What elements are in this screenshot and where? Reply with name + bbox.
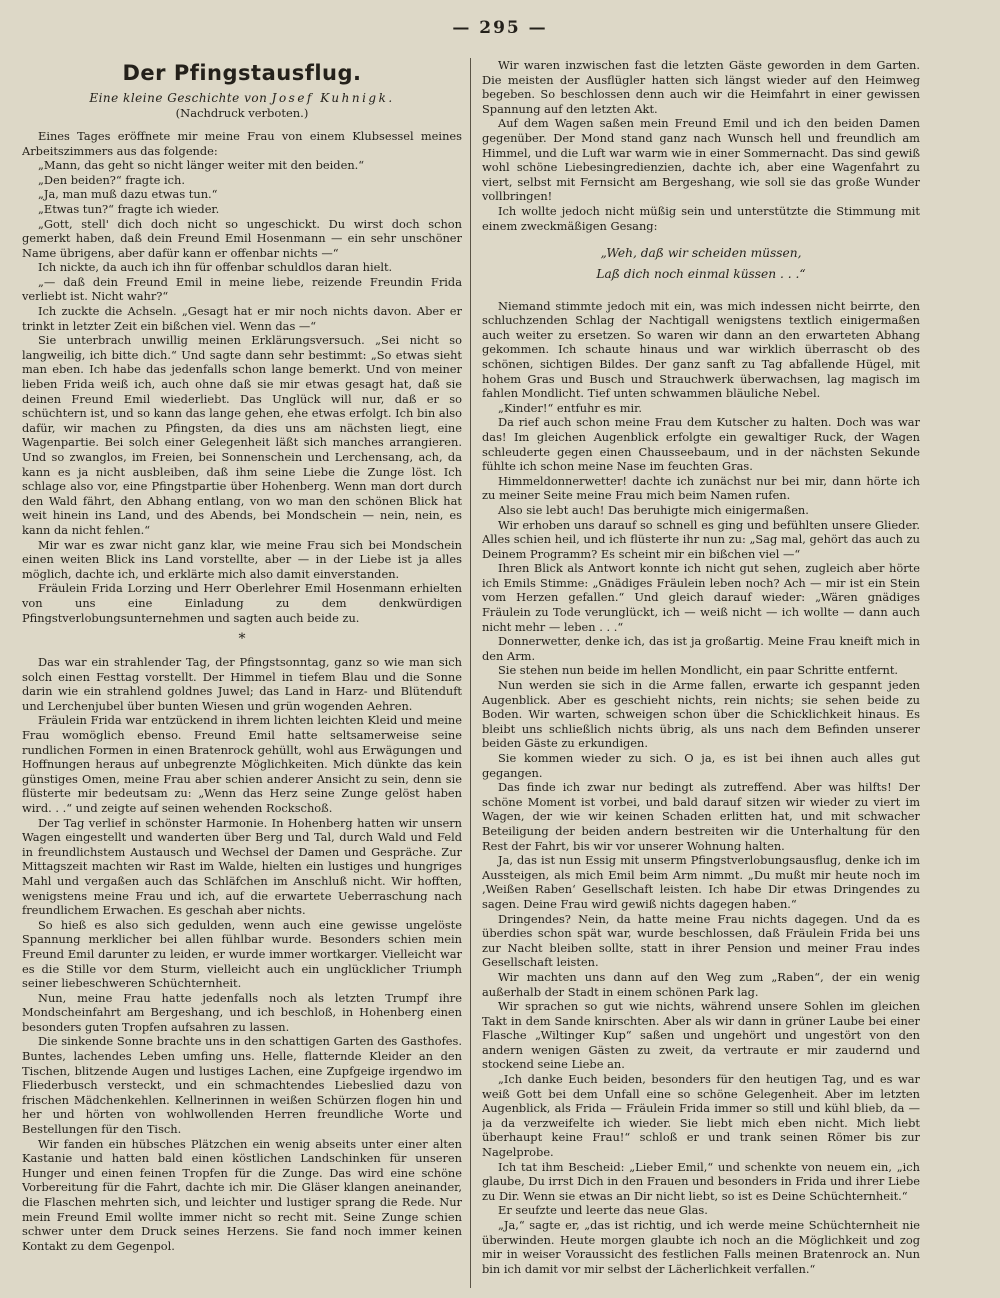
paragraph: Wir sprachen so gut wie nichts, während unsere Sohlen im gleichen Takt in dem Sande knirschten. Aber als wir dann in grüner Laube bei einer Flasche „Wiltinger Kup“ saßen und ungehört und ungestört von den andern wenigen Gästen zu zweit, da vertraute er mir zaudernd und stockend seine Liebe an. xyxy=(482,999,920,1072)
paragraph: Mir war es zwar nicht ganz klar, wie meine Frau sich bei Mondschein einen weiten Blick ins Land vorstellte, aber — in der Liebe ist ja alles möglich, dachte ich, und erklärte mich also damit einverstanden. xyxy=(22,537,462,581)
paragraph: Wir fanden ein hübsches Plätzchen ein wenig abseits unter einer alten Kastanie und hatten bald einen köstlichen Landschinken für unseren Hunger und einen feinen Tropfen für die Zunge. Das wird eine schöne Vorbereitung für die Fahrt, dachte ich mir. Die Gläser klangen aneinander, die Flaschen mehrten sich, und leichter und lustiger sprang die Rede. Nur mein Freund Emil wollte immer nicht so recht mit. Seine Zunge schien schwer unter dem Druck seines Herzens. Sie fand noch immer keinen Kontakt zu dem Gegenpol. xyxy=(22,1136,462,1253)
paragraph: „Ich danke Euch beiden, besonders für den heutigen Tag, und es war weiß Gott bei dem Unfall eine so schöne Gelegenheit. Aber im letzten Augenblick, als Frida — Fräulein Frida immer so still und kühl blieb, da — ja da verzweifelte ich wieder. Sie liebt mich eben nicht. Mich liebt überhaupt keine Frau!“ schloß er und trank seinen Römer bis zur Nagelprobe. xyxy=(482,1072,920,1160)
right-paragraphs-b xyxy=(482,299,920,1277)
paragraph: Wir machten uns dann auf den Weg zum „Raben“, der ein wenig außerhalb der Stadt in einem schönen Park lag. xyxy=(482,969,920,999)
paragraph: Der Tag verlief in schönster Harmonie. In Hohenberg hatten wir unsern Wagen eingestellt und wanderten über Berg und Tal, durch Wald und Feld in freundlichstem Austausch und Wechsel der Damen und Gespräche. Zur Mittagszeit machten wir Rast im Walde, hielten ein lustiges und hungriges Mahl und vergaßen auch das Schläfchen im Anschluß nicht. Wir hofften, wenigstens meine Frau und ich, auf die erwartete Ueberraschung nach freundlichem Erwachen. Es geschah aber nichts. xyxy=(22,815,462,918)
paragraph: So hieß es also sich gedulden, wenn auch eine gewisse ungelöste Spannung merklicher bei allen fühlbar wurde. Besonders schien mein Freund Emil darunter zu leiden, er wurde immer wortkarger. Vielleicht war es die Stille vor dem Sturm, vielleicht auch ein unglücklicher Triumph seiner liebeschweren Schüchternheit. xyxy=(22,917,462,991)
right-column xyxy=(482,58,920,1290)
left-paragraphs-b xyxy=(22,655,462,1253)
reprint-note: (Nachdruck verboten.) xyxy=(175,106,309,121)
paragraph: „Den beiden?“ fragte ich. xyxy=(38,172,185,187)
paragraph: Fräulein Frida war entzückend in ihrem lichten leichten Kleid und meine Frau womöglich ebenso. Freund Emil hatte seltsamerweise seine rundlichen Formen in einen Bratenrock gehüllt, wohl aus Erwägungen und Hoffnungen heraus auf unbegrenzte Möglichkeiten. Mich dünkte das kein günstiges Omen, meine Frau aber schien anderer Ansicht zu sein, denn sie flüsterte mir bedeutsam zu: „Wenn das Herz seine Zunge gelöst haben wird. . .“ und zeigte auf seinen wehenden Rockschoß. xyxy=(22,713,462,815)
paragraph: Das war ein strahlender Tag, der Pfingstsonntag, ganz so wie man sich solch einen Festtag vorstellt. Der Himmel in tiefem Blau und die Sonne darin wie ein strahlend goldnes Juwel; das Land in Harz- und Blütenduft und Lerchenjubel über bunten Wiesen und grün wogenden Aehren. xyxy=(22,655,462,713)
paragraph: Ich nickte, da auch ich ihn für offenbar schuldlos daran hielt. xyxy=(38,260,393,275)
paragraph: Sie unterbrach unwillig meinen Erklärungsversuch. „Sei nicht so langweilig, ich bitte dich.“ Und sagte dann sehr bestimmt: „So etwas sieht man eben. Ich habe das jedenfalls schon lange bemerkt. Und von meiner lieben Frida weiß ich, auch ohne daß sie mir etwas gesagt hat, daß sie deinen Freund Emil wiederliebt. Das Unglück will nur, daß er so schüchtern ist, und so kann das lange gehen, ehe etwas erfolgt. Ich bin also dafür, wir machen zu Pfingsten, da dies uns am nächsten liegt, eine Wagenpartie. Bei solch einer Gelegenheit läßt sich manches arrangieren. Und so zwanglos, im Freien, bei Sonnenschein und Lerchensang, ach, da kann es ja nicht ausbleiben, daß ihm seine Liebe die Zunge löst. Ich schlage also vor, eine Pfingstpartie über Hohenberg. Wenn man dort durch den Wald fährt, den Abhang entlang, von wo man den schönen Blick hat weit hinein ins Land, und des Abends, bei Mondschein — nein, nein, es kann da nicht fehlen.“ xyxy=(22,333,462,537)
paragraph: Also sie lebt auch! Das beruhigte mich einigermaßen. xyxy=(498,502,809,517)
byline-prefix: Eine kleine Geschichte von xyxy=(89,90,268,105)
song-verse xyxy=(482,243,920,284)
article-title: Der Pfingstausflug. xyxy=(122,61,362,85)
paragraph: Fräulein Frida Lorzing und Herr Oberlehrer Emil Hosenmann erhielten von uns eine Einladung zu dem denkwürdigen Pfingstverlobungsunternehmen und sagten auch beide zu. xyxy=(22,581,462,625)
paragraph: Die sinkende Sonne brachte uns in den schattigen Garten des Gasthofes. Buntes, lachendes Leben umfing uns. Helle, flatternde Kleider an den Tischen, blitzende Augen und lustiges Lachen, eine Zupfgeige irgendwo im Fliederbusch versteckt, und ein schmachtendes Liebeslied dazu von frischen Mädchenkehlen. Kellnerinnen in weißen Schürzen flogen hin und her und hörten von wohlwollenden Herren freundliche Worte und Bestellungen für den Tisch. xyxy=(22,1034,462,1137)
paragraph: Eines Tages eröffnete mir meine Frau von einem Klubsessel meines Arbeitszimmers aus das folgende: xyxy=(22,128,462,158)
section-separator: * xyxy=(238,631,246,648)
paragraph: „— daß dein Freund Emil in meine liebe, reizende Freundin Frida verliebt ist. Nicht wahr?“ xyxy=(22,274,462,304)
paragraph: „Etwas tun?“ fragte ich wieder. xyxy=(38,201,220,216)
paragraph: „Ja, man muß dazu etwas tun.“ xyxy=(38,187,218,202)
paragraph: Nun, meine Frau hatte jedenfalls noch als letzten Trumpf ihre Mondscheinfahrt am Bergeshang, und ich beschloß, in Hohenberg einen besonders guten Tropfen aufsahren zu lassen. xyxy=(22,990,462,1034)
left-column xyxy=(22,58,462,1290)
paragraph: Wir erhoben uns darauf so schnell es ging und befühlten unsere Glieder. Alles schien heil, und ich flüsterte ihr nun zu: „Sag mal, gehört das auch zu Deinem Programm? Es scheint mir ein bißchen viel —“ xyxy=(482,517,920,561)
paragraph: „Mann, das geht so nicht länger weiter mit den beiden.“ xyxy=(38,158,365,173)
paragraph: Er seufzte und leerte das neue Glas. xyxy=(498,1203,708,1218)
paragraph: Donnerwetter, denke ich, das ist ja großartig. Meine Frau kneift mich in den Arm. xyxy=(482,634,920,663)
paragraph: Das finde ich zwar nur bedingt als zutreffend. Aber was hilfts! Der schöne Moment ist vorbei, und bald darauf sitzen wir wieder zu viert im Wagen, der wie wir keinen Schaden erlitten hat, und mit schwacher Beteiligung der beiden andern bestreiten wir die Unterhaltung für den Rest der Fahrt, bis wir vor unserer Wohnung halten. xyxy=(482,780,920,853)
paragraph: Ich wollte jedoch nicht müßig sein und unterstützte die Stimmung mit einem zweckmäßigen Gesang: xyxy=(482,203,920,233)
column-divider xyxy=(470,58,471,1288)
paragraph: Sie kommen wieder zu sich. O ja, es ist bei ihnen auch alles gut gegangen. xyxy=(482,751,920,780)
article-byline xyxy=(22,91,462,106)
paragraph: Ja, das ist nun Essig mit unserm Pfingstverlobungsausflug, denke ich im Aussteigen, als mich Emil beim Arm nimmt. „Du mußt mir heute noch im ‚Weißen Raben‘ Gesellschaft leisten. Ich habe Dir etwas Dringendes zu sagen. Deine Frau wird gewiß nichts dagegen haben.“ xyxy=(482,853,920,911)
verse-line: „Weh, daß wir scheiden müssen, xyxy=(600,246,802,261)
paragraph: Ihren Blick als Antwort konnte ich nicht gut sehen, zugleich aber hörte ich Emils Stimme: „Gnädiges Fräulein leben noch? Ach — mir ist ein Stein vom Herzen gefallen.“ Und gleich darauf wieder: „Wären gnädiges Fräulein zu Tode verunglückt, ich — weiß nicht — ich wollte — dann auch nicht mehr — leben . . .“ xyxy=(482,561,920,634)
paragraph: Auf dem Wagen saßen mein Freund Emil und ich den beiden Damen gegenüber. Der Mond stand ganz nach Wunsch hell und freundlich am Himmel, und die Luft war warm wie in einer Sommernacht. Das sind gewiß wohl schöne Liebesingredienzien, dachte ich, aber eine Wagenfahrt zu viert, selbst mit Fernsicht am Bergeshang, wie soll sie das große Wunder vollbringen! xyxy=(482,116,920,204)
paragraph: Niemand stimmte jedoch mit ein, was mich indessen nicht beirrte, den schluchzenden Schlag der Nachtigall wenigstens textlich einigermaßen auch weiter zu ersetzen. So waren wir dann an den erwarteten Abhang gekommen. Ich schaute hinaus und war wirklich überrascht ob des schönen, sichtigen Bildes. Der ganz sanft zu Tag abfallende Hügel, mit hohem Gras und Busch und Strauchwerk überwachsen, lag magisch im fahlen Mondlicht. Tief unten schwammen bläuliche Nebel. xyxy=(482,298,920,401)
right-paragraphs-a xyxy=(482,58,920,233)
paragraph: Sie stehen nun beide im hellen Mondlicht, ein paar Schritte entfernt. xyxy=(498,663,899,678)
paragraph: „Kinder!“ entfuhr es mir. xyxy=(498,400,642,415)
paragraph: Da rief auch schon meine Frau dem Kutscher zu halten. Doch was war das! Im gleichen Augenblick erfolgte ein gewaltiger Ruck, der Wagen schleuderte gegen einen Chausseebaum, und in der nächsten Sekunde fühlte ich schon meine Nase im feuchten Gras. xyxy=(482,415,920,474)
paragraph: Ich zuckte die Achseln. „Gesagt hat er mir noch nichts davon. Aber er trinkt in letzter Zeit ein bißchen viel. Wenn das —“ xyxy=(22,304,462,333)
author-name: Josef Kuhnigk. xyxy=(271,90,395,105)
paragraph: „Ja,“ sagte er, „das ist richtig, und ich werde meine Schüchternheit nie überwinden. Heute morgen glaubte ich noch an die Möglichkeit und zog mir in weiser Voraussicht des festlichen Falls meinen Bratenrock an. Nun bin ich damit vor mir selbst der Lächerlichkeit verfallen.“ xyxy=(482,1218,920,1276)
paragraph: Himmeldonnerwetter! dachte ich zunächst nur bei mir, dann hörte ich zu meiner Seite meine Frau mich beim Namen rufen. xyxy=(482,473,920,503)
paragraph: Nun werden sie sich in die Arme fallen, erwarte ich gespannt jeden Augenblick. Aber es geschieht nichts, rein nichts; sie sehen beide zu Boden. Wir warten, schweigen schon über die Schicklichkeit hinaus. Es bleibt uns schließlich nichts übrig, als uns nach dem Befinden unserer beiden Gäste zu erkundigen. xyxy=(482,678,920,751)
paragraph: Wir waren inzwischen fast die letzten Gäste geworden in dem Garten. Die meisten der Ausflügler hatten sich längst wieder auf den Heimweg begeben. So beschlossen denn auch wir die Heimfahrt in einer gewissen Spannung auf den letzten Akt. xyxy=(482,58,920,116)
page-number: — 295 — xyxy=(452,18,548,38)
paragraph: „Gott, stell' dich doch nicht so ungeschickt. Du wirst doch schon gemerkt haben, daß dein Freund Emil Hosenmann — ein sehr unschöner Name übrigens, aber dafür kann er offenbar nichts —“ xyxy=(22,216,462,260)
paragraph: Ich tat ihm Bescheid: „Lieber Emil,“ und schenkte von neuem ein, „ich glaube, Du irrst Dich in den Frauen und besonders in Frida und ihrer Liebe zu Dir. Wenn sie etwas an Dir nicht liebt, so ist es Deine Schüchternheit.“ xyxy=(482,1159,920,1203)
paragraph: Dringendes? Nein, da hatte meine Frau nichts dagegen. Und da es überdies schon spät war, wurde beschlossen, daß Fräulein Frida bei uns zur Nacht bleiben sollte, statt in ihrer Pension und meiner Frau indes Gesellschaft leisten. xyxy=(482,911,920,970)
verse-line: Laß dich noch einmal küssen . . .“ xyxy=(596,266,806,281)
left-paragraphs-a xyxy=(22,129,462,625)
